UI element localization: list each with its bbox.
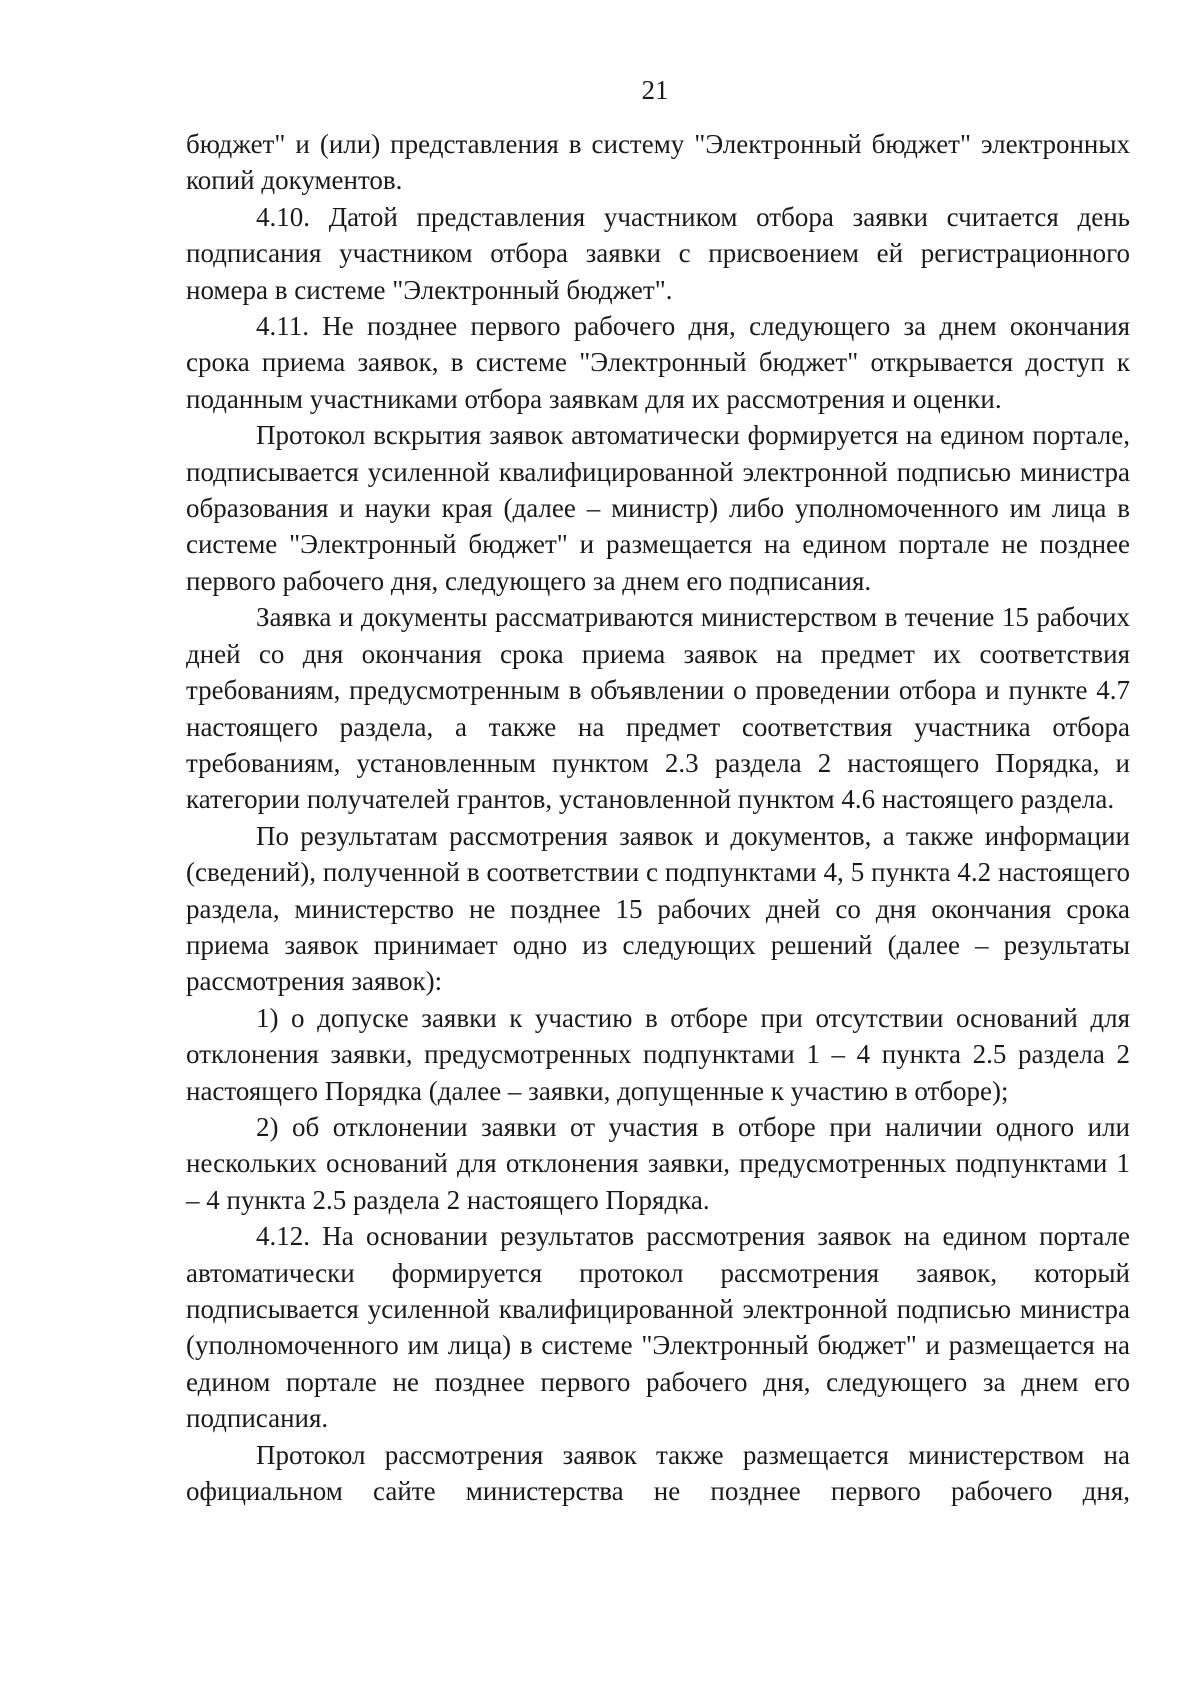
page-number: 21 (641, 75, 669, 105)
paragraph-4-11: 4.11. Не позднее первого рабочего дня, следующего за днем окончания срока приема заявок, в системе "Электронный бюджет" открывается доступ к поданным участниками отбора заявкам для их рассмотрения и оценки. (186, 311, 1130, 414)
paragraph-protocol-publication: Протокол рассмотрения заявок также размещается министерством на официальном сайте министерства не позднее первого рабочего дня, (186, 1439, 1130, 1507)
paragraph-4-12: 4.12. На основании результатов рассмотрения заявок на едином портале автоматически формируется протокол рассмотрения заявок, который подписывается усиленной квалифицированной электронной подписью министра (уполномоченного им лица) в системе "Электронный бюджет" и размещается на едином портале не позднее первого рабочего дня, следующего за днем его подписания. (186, 1221, 1130, 1434)
list-item-admission: 1) о допуске заявки к участию в отборе при отсутствии оснований для отклонения заявки, предусмотренных подпунктами 1 – 4 пункта 2.5 раздела 2 настоящего Порядка (далее – заявки, допущенные к участию в отборе); (186, 1002, 1130, 1106)
paragraph-4-10: 4.10. Датой представления участником отбора заявки считается день подписания участником отбора заявки с присвоением ей регистрационного номера в системе "Электронный бюджет". (186, 201, 1130, 305)
paragraph-protocol-opening: Протокол вскрытия заявок автоматически формируется на едином портале, подписывается усиленной квалифицированной электронной подписью министра образования и науки края (далее – министр) либо уполномоченного им лица в системе "Электронный бюджет" и размещается на едином портале не позднее первого рабочего дня, следующего за днем его подписания. (186, 420, 1130, 596)
paragraph-continuation: бюджет" и (или) представления в систему "Электронный бюджет" электронных копий документов. (186, 129, 1130, 196)
paragraph-review-results: По результатам рассмотрения заявок и документов, а также информации (сведений), полученной в соответствии с подпунктами 4, 5 пункта 4.2 настоящего раздела, министерство не позднее 15 рабочих дней со дня окончания срока приема заявок принимает одно из следующих решений (далее – результаты рассмотрения заявок): (186, 820, 1130, 997)
document-body (186, 126, 1130, 1509)
list-item-rejection: 2) об отклонении заявки от участия в отборе при наличии одного или нескольких оснований для отклонения заявки, предусмотренных подпунктами 1 – 4 пункта 2.5 раздела 2 настоящего Порядка. (186, 1111, 1130, 1215)
paragraph-review-period: Заявка и документы рассматриваются министерством в течение 15 рабочих дней со дня окончания срока приема заявок на предмет их соответствия требованиям, предусмотренным в объявлении о проведении отбора и пункте 4.7 настоящего раздела, а также на предмет соответствия участника отбора требованиям, установленным пунктом 2.3 раздела 2 настоящего Порядка, и категории получателей грантов, установленной пунктом 4.6 настоящего раздела. (186, 602, 1130, 815)
